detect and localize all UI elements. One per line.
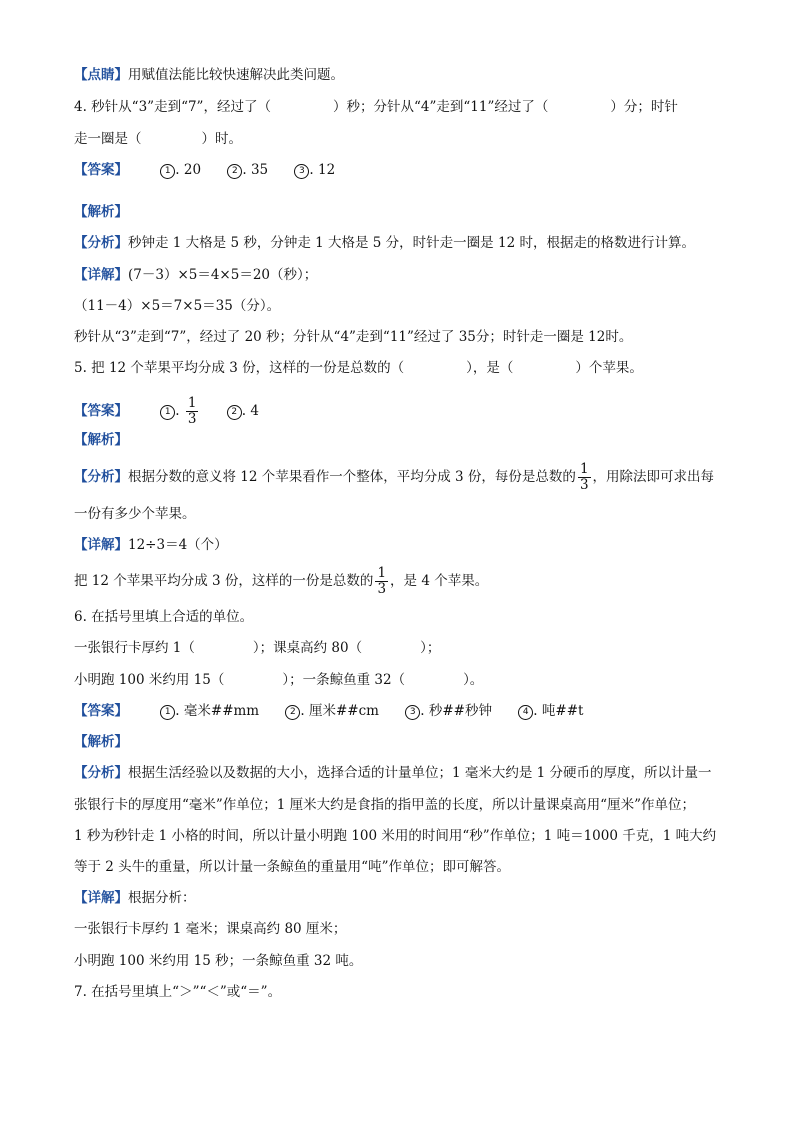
- detail-4: [74, 265, 317, 285]
- hint-text: 用赋值法能比较快速解决此类问题。: [128, 67, 344, 83]
- analysis-text: ，用除法即可求出每: [592, 469, 715, 485]
- detail-tag: 【详解】: [74, 537, 128, 553]
- detail-6-line-2: 一张银行卡厚约 1 毫米；课桌高约 80 厘米；: [74, 921, 347, 937]
- circled-number: 2: [227, 405, 242, 420]
- q4-text-d: 走一圈是（: [74, 131, 142, 147]
- q4-text-c: ）分；时针: [610, 99, 678, 115]
- detail-text: 把 12 个苹果平均分成 3 份，这样的一份是总数的: [74, 573, 374, 589]
- analysis-tag: 【分析】: [74, 469, 128, 485]
- analysis-5: [74, 462, 714, 493]
- circled-number: 1: [160, 705, 175, 720]
- answer-value: . 12: [309, 162, 336, 178]
- answer-tag: 【答案】: [74, 162, 128, 178]
- analysis-text: 秒钟走 1 大格是 5 秒，分钟走 1 大格是 5 分，时针走一圈是 12 时，根据走的格数进行计算。: [128, 235, 695, 251]
- analysis-text: 根据分数的意义将 12 个苹果看作一个整体，平均分成 3 份，每份是总数的: [128, 469, 576, 485]
- answer-value: . 4: [241, 403, 259, 419]
- question-4-line-2: [74, 129, 242, 149]
- circled-number: 2: [285, 705, 300, 720]
- answer-5: 【答案】 1 . $\frac{1}{3}$ 2 . 4: [74, 395, 259, 427]
- fraction: $\frac{1}{3}$: [579, 461, 589, 493]
- answer-value: . 吨##t: [533, 703, 584, 719]
- q6-text: ）；: [420, 640, 441, 656]
- analysis-6: [74, 763, 712, 783]
- question-5: [74, 358, 643, 378]
- q4-text-b: ）秒；分针从“4”走到“11”经过了（: [332, 99, 549, 115]
- answer-value: . 厘米##cm: [300, 703, 379, 719]
- q6-text: ）；一条鲸鱼重 32（: [282, 672, 406, 688]
- q5-text-a: 5. 把 12 个苹果平均分成 3 份，这样的一份是总数的（: [74, 360, 405, 376]
- circled-number: 1: [160, 164, 175, 179]
- detail-text: 根据分析：: [128, 890, 196, 906]
- q6-text: 小明跑 100 米约用 15（: [74, 672, 225, 688]
- analysis-tag: 【分析】: [74, 235, 128, 251]
- fraction: $\frac{1}{3}$: [377, 565, 387, 597]
- detail-4-line-3: 秒针从“3”走到“7”，经过了 20 秒；分针从“4”走到“11”经过了 35分；时针走一圈是 12时。: [74, 329, 633, 345]
- answer-tag: 【答案】: [74, 703, 128, 719]
- answer-tag: 【答案】: [74, 403, 128, 419]
- question-6: 6. 在括号里填上合适的单位。: [74, 609, 254, 625]
- analysis-4: [74, 233, 695, 253]
- analysis-heading-4: 【解析】: [74, 204, 128, 220]
- q4-text-a: 4. 秒针从“3”走到“7”，经过了（: [74, 99, 271, 115]
- answer-value: . 20: [175, 162, 202, 178]
- detail-text: 12÷3＝4（个）: [128, 537, 228, 553]
- circled-number: 2: [227, 164, 242, 179]
- detail-5-line-2: [74, 566, 488, 597]
- detail-4-line-2: （11－4）×5＝7×5＝35（分）。: [74, 298, 281, 314]
- fraction: $\frac{1}{3}$: [187, 395, 197, 427]
- detail-tag: 【详解】: [74, 890, 128, 906]
- question-7: 7. 在括号里填上“＞”“＜”或“＝”。: [74, 984, 282, 1000]
- detail-6: [74, 888, 196, 908]
- hint-line: [74, 65, 344, 85]
- answer-value: . 秒##秒钟: [420, 703, 492, 719]
- analysis-6-line-4: 等于 2 头牛的重量，所以计量一条鲸鱼的重量用“吨”作单位；即可解答。: [74, 859, 510, 875]
- analysis-text: 根据生活经验以及数据的大小，选择合适的计量单位；1 毫米大约是 1 分硬币的厚度，所以计量一: [128, 765, 712, 781]
- question-6-line-2: [74, 670, 483, 690]
- q6-text: ）。: [463, 672, 484, 688]
- analysis-5-line-2: 一份有多少个苹果。: [74, 506, 196, 522]
- detail-text: (7－3）×5＝4×5＝20（秒）；: [128, 267, 318, 283]
- q4-text-e: ）时。: [201, 131, 242, 147]
- answer-6: [74, 701, 583, 721]
- analysis-6-line-3: 1 秒为秒针走 1 小格的时间，所以计量小明跑 100 米用的时间用“秒”作单位；1 吨＝1000 千克，1 吨大约: [74, 828, 717, 844]
- q6-text: 一张银行卡厚约 1（: [74, 640, 195, 656]
- q6-text: ）；课桌高约 80（: [252, 640, 363, 656]
- circled-number: 1: [160, 405, 175, 420]
- detail-5: [74, 535, 228, 555]
- answer-4: [74, 160, 335, 180]
- q5-text-b: ），是（: [466, 360, 514, 376]
- detail-tag: 【详解】: [74, 267, 128, 283]
- circled-number: 3: [294, 164, 309, 179]
- question-6-line-1: [74, 638, 440, 658]
- circled-number: 3: [405, 705, 420, 720]
- analysis-tag: 【分析】: [74, 765, 128, 781]
- detail-text: ，是 4 个苹果。: [390, 573, 489, 589]
- answer-value: . 毫米##mm: [175, 703, 260, 719]
- circled-number: 4: [518, 705, 533, 720]
- hint-tag: 【点睛】: [74, 67, 128, 83]
- question-4-line-1: [74, 97, 678, 117]
- answer-value: . 35: [242, 162, 269, 178]
- analysis-heading-6: 【解析】: [74, 734, 128, 750]
- analysis-6-line-2: 张银行卡的厚度用“毫米”作单位；1 厘米大约是食指的指甲盖的长度，所以计量课桌高用“厘米”作单位；: [74, 797, 695, 813]
- analysis-heading-5: 【解析】: [74, 432, 128, 448]
- detail-6-line-3: 小明跑 100 米约用 15 秒；一条鲸鱼重 32 吨。: [74, 953, 363, 969]
- q5-text-c: ）个苹果。: [575, 360, 643, 376]
